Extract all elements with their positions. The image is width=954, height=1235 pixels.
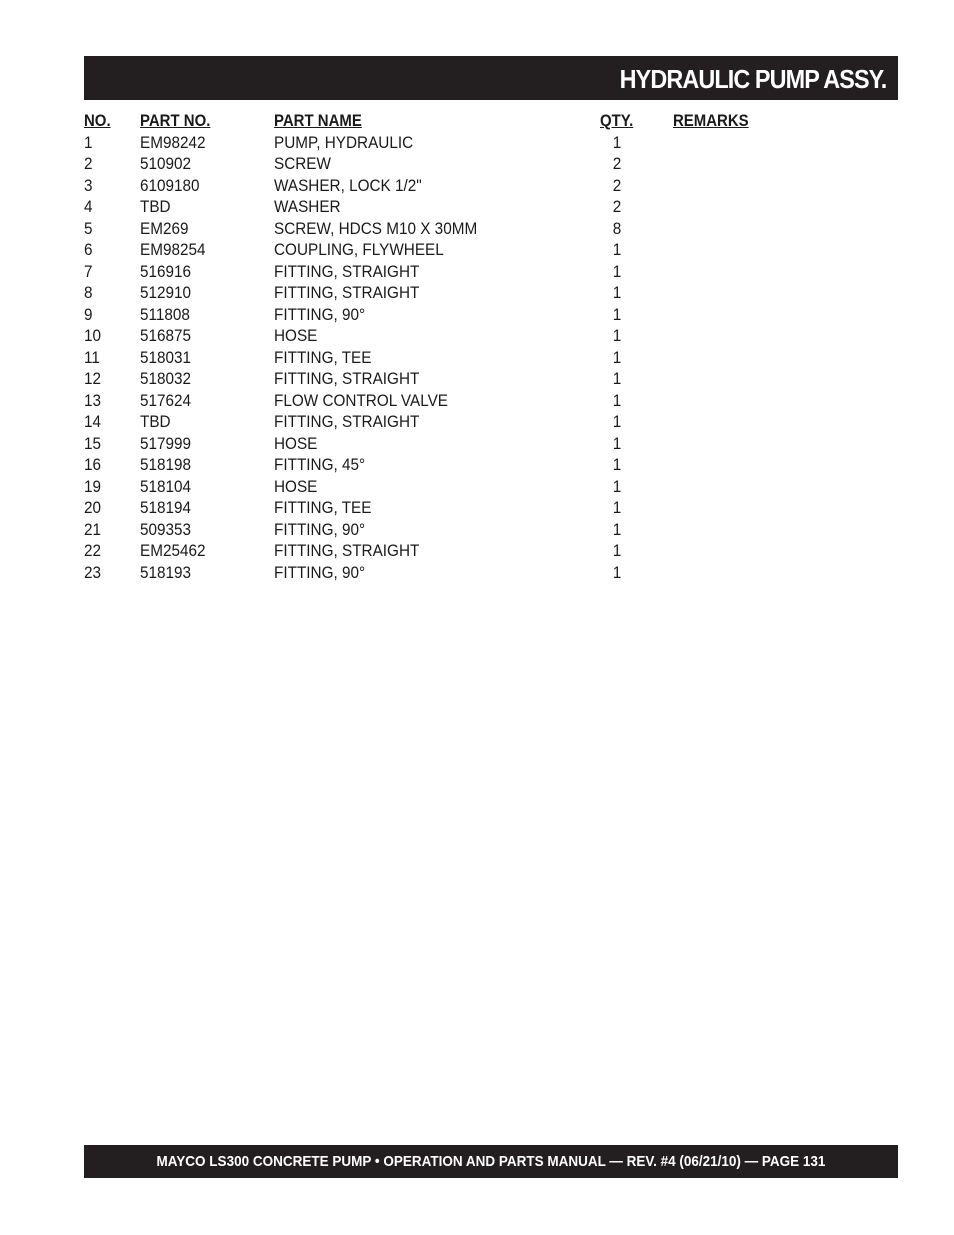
row-part-name: WASHER, LOCK 1/2" [274, 175, 422, 195]
row-part-name: HOSE [274, 326, 318, 345]
table-row [84, 540, 784, 562]
row-part-name: HOSE [274, 476, 318, 496]
row-no: 4 [84, 197, 93, 216]
row-no: 13 [84, 390, 102, 410]
row-part-name: SCREW, HDCS M10 X 30MM [274, 218, 478, 238]
row-no: 14 [84, 412, 102, 431]
row-qty: 1 [612, 455, 622, 474]
parts-table [84, 110, 784, 583]
row-part-no: EM98254 [140, 240, 206, 259]
table-row [84, 239, 784, 261]
row-no: 7 [84, 261, 93, 281]
row-part-name: FITTING, STRAIGHT [274, 283, 420, 302]
footer-bar [84, 1145, 898, 1178]
row-qty: 1 [612, 412, 622, 431]
page-title: HYDRAULIC PUMP ASSY. [619, 64, 886, 94]
row-part-no: TBD [140, 412, 171, 431]
row-qty: 1 [612, 498, 622, 517]
row-part-name: FLOW CONTROL VALVE [274, 390, 448, 410]
row-part-no: TBD [140, 197, 171, 216]
row-part-name: FITTING, 90° [274, 304, 366, 324]
row-qty: 2 [612, 197, 622, 216]
row-no: 19 [84, 476, 102, 496]
row-no: 10 [84, 326, 102, 345]
row-part-no: 518032 [140, 369, 192, 388]
page-title-bar [84, 56, 898, 100]
row-part-no: 516875 [140, 326, 192, 345]
row-no: 20 [84, 498, 102, 517]
row-part-name: FITTING, STRAIGHT [274, 369, 420, 388]
row-part-name: SCREW [274, 154, 331, 173]
row-part-name: FITTING, 45° [274, 455, 366, 474]
row-part-name: COUPLING, FLYWHEEL [274, 240, 444, 259]
row-no: 11 [84, 347, 100, 367]
row-part-name: PUMP, HYDRAULIC [274, 132, 414, 152]
row-part-no: EM269 [140, 218, 189, 238]
table-row [84, 196, 784, 218]
row-no: 5 [84, 218, 93, 238]
table-row [84, 132, 784, 154]
row-part-name: FITTING, STRAIGHT [274, 412, 420, 431]
row-qty: 1 [612, 283, 622, 302]
row-no: 3 [84, 175, 93, 195]
row-part-no: 509353 [140, 519, 192, 539]
row-part-name: HOSE [274, 433, 318, 453]
row-no: 2 [84, 154, 93, 173]
row-qty: 1 [612, 390, 622, 410]
table-row [84, 476, 784, 498]
table-row [84, 304, 784, 326]
table-row [84, 218, 784, 240]
row-qty: 2 [612, 175, 622, 195]
row-no: 15 [84, 433, 102, 453]
header-part-no: PART NO. [140, 111, 211, 130]
table-row [84, 347, 784, 369]
table-row [84, 368, 784, 390]
table-header-row [84, 110, 784, 132]
row-part-no: 518031 [140, 347, 192, 367]
row-part-name: FITTING, TEE [274, 498, 372, 517]
table-row [84, 325, 784, 347]
row-no: 8 [84, 283, 93, 302]
header-part-name: PART NAME [274, 111, 362, 130]
row-part-no: EM98242 [140, 132, 206, 152]
row-qty: 2 [612, 154, 622, 173]
row-qty: 1 [612, 261, 622, 281]
table-row [84, 390, 784, 412]
table-row [84, 454, 784, 476]
row-no: 12 [84, 369, 102, 388]
row-qty: 1 [612, 132, 622, 152]
row-qty: 1 [612, 240, 622, 259]
row-part-no: 511808 [140, 304, 190, 324]
row-qty: 1 [612, 347, 622, 367]
table-row [84, 519, 784, 541]
row-qty: 1 [612, 562, 622, 582]
row-qty: 1 [612, 326, 622, 345]
row-qty: 1 [612, 369, 622, 388]
row-no: 9 [84, 304, 93, 324]
row-part-name: FITTING, TEE [274, 347, 372, 367]
row-qty: 1 [612, 541, 622, 560]
row-no: 23 [84, 562, 102, 582]
row-part-name: FITTING, STRAIGHT [274, 541, 420, 560]
row-part-no: 512910 [140, 283, 192, 302]
header-remarks: REMARKS [673, 111, 749, 130]
row-qty: 1 [612, 519, 622, 539]
row-qty: 1 [612, 304, 622, 324]
row-part-no: 517999 [140, 433, 192, 453]
table-row [84, 497, 784, 519]
table-row [84, 175, 784, 197]
row-part-no: 510902 [140, 154, 192, 173]
header-qty: QTY. [600, 111, 634, 130]
row-part-no: 518104 [140, 476, 192, 496]
row-qty: 1 [612, 476, 622, 496]
row-no: 1 [84, 132, 93, 152]
row-part-name: FITTING, 90° [274, 519, 366, 539]
row-no: 6 [84, 240, 93, 259]
row-part-name: FITTING, STRAIGHT [274, 261, 420, 281]
header-no: NO. [84, 111, 111, 130]
row-part-no: 518193 [140, 562, 192, 582]
row-part-no: EM25462 [140, 541, 206, 560]
row-part-no: 517624 [140, 390, 192, 410]
row-qty: 1 [612, 433, 622, 453]
footer-text: MAYCO LS300 CONCRETE PUMP • OPERATION AND PARTS MANUAL — REV. #4 (06/21/10) — PAGE 131 [156, 1153, 826, 1170]
row-no: 21 [84, 519, 102, 539]
row-qty: 8 [612, 218, 622, 238]
table-row [84, 562, 784, 584]
row-part-name: WASHER [274, 197, 341, 216]
table-row [84, 282, 784, 304]
row-part-no: 516916 [140, 261, 192, 281]
table-body [84, 132, 784, 584]
row-part-no: 518194 [140, 498, 192, 517]
row-part-no: 518198 [140, 455, 192, 474]
table-row [84, 433, 784, 455]
table-row [84, 153, 784, 175]
row-part-name: FITTING, 90° [274, 562, 366, 582]
table-row [84, 411, 784, 433]
row-no: 22 [84, 541, 102, 560]
row-no: 16 [84, 455, 102, 474]
row-part-no: 6109180 [140, 175, 200, 195]
table-row [84, 261, 784, 283]
